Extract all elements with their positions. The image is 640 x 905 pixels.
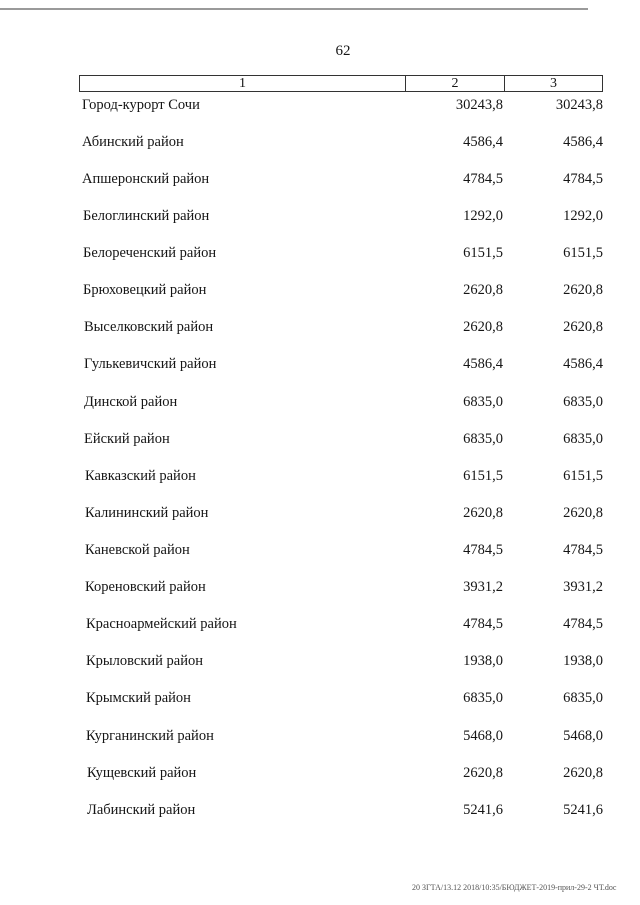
row-value-col3: 2620,8 xyxy=(563,505,603,521)
table-row xyxy=(0,429,640,449)
scan-edge-line xyxy=(0,8,588,10)
row-value-col3: 6835,0 xyxy=(563,431,603,447)
table-row xyxy=(0,763,640,783)
table-header xyxy=(79,75,603,92)
row-value-col2: 4784,5 xyxy=(463,171,503,187)
table-row xyxy=(0,354,640,374)
row-value-col2: 6835,0 xyxy=(463,431,503,447)
row-value-col3: 3931,2 xyxy=(563,579,603,595)
table-row xyxy=(0,243,640,263)
row-value-col2: 3931,2 xyxy=(463,579,503,595)
header-col-1: 1 xyxy=(80,76,406,91)
row-value-col2: 6835,0 xyxy=(463,394,503,410)
table-row xyxy=(0,577,640,597)
row-value-col3: 4784,5 xyxy=(563,542,603,558)
row-value-col3: 5468,0 xyxy=(563,728,603,744)
row-name: Динской район xyxy=(84,394,178,410)
row-value-col3: 6151,5 xyxy=(563,245,603,261)
row-value-col2: 2620,8 xyxy=(463,319,503,335)
row-value-col3: 2620,8 xyxy=(563,319,603,335)
table-row xyxy=(0,540,640,560)
row-name: Апшеронский район xyxy=(82,171,210,187)
table-row xyxy=(0,688,640,708)
table-row xyxy=(0,95,640,115)
row-name: Красноармейский район xyxy=(86,616,237,632)
row-name: Крыловский район xyxy=(86,653,203,669)
header-col-2: 2 xyxy=(406,76,505,91)
table-row xyxy=(0,280,640,300)
row-name: Город-курорт Сочи xyxy=(82,97,200,113)
row-name: Кореновский район xyxy=(85,579,206,595)
row-name: Кущевский район xyxy=(87,765,197,781)
row-value-col2: 4586,4 xyxy=(463,356,503,372)
row-name: Крымский район xyxy=(86,690,191,706)
row-value-col3: 6835,0 xyxy=(563,394,603,410)
row-value-col2: 4586,4 xyxy=(463,134,503,150)
row-value-col3: 5241,6 xyxy=(563,802,603,818)
row-value-col3: 2620,8 xyxy=(563,282,603,298)
table-row xyxy=(0,651,640,671)
row-value-col3: 1292,0 xyxy=(563,208,603,224)
row-value-col3: 1938,0 xyxy=(563,653,603,669)
row-value-col2: 6151,5 xyxy=(463,245,503,261)
row-value-col3: 30243,8 xyxy=(555,97,603,113)
table-row xyxy=(0,614,640,634)
row-name: Белореченский район xyxy=(83,245,217,261)
table-row xyxy=(0,726,640,746)
row-name: Курганинский район xyxy=(86,728,214,744)
row-value-col2: 1292,0 xyxy=(463,208,503,224)
row-value-col2: 2620,8 xyxy=(463,282,503,298)
table-row xyxy=(0,503,640,523)
row-value-col2: 1938,0 xyxy=(463,653,503,669)
row-value-col2: 4784,5 xyxy=(463,542,503,558)
footer-file-stamp: 20 ЗГТА/13.12 2018/10:35/БЮДЖЕТ-2019-прил-29-2 ЧТ.doc xyxy=(412,883,617,892)
row-value-col2: 5468,0 xyxy=(463,728,503,744)
page-number: 62 xyxy=(335,43,351,59)
row-value-col3: 6151,5 xyxy=(563,468,603,484)
row-value-col3: 2620,8 xyxy=(563,765,603,781)
row-value-col2: 30243,8 xyxy=(455,97,503,113)
row-name: Абинский район xyxy=(82,134,184,150)
row-name: Выселковский район xyxy=(84,319,214,335)
header-col-3: 3 xyxy=(550,76,557,91)
row-value-col3: 4784,5 xyxy=(563,171,603,187)
row-value-col2: 2620,8 xyxy=(463,505,503,521)
row-name: Кавказский район xyxy=(85,468,196,484)
row-value-col2: 4784,5 xyxy=(463,616,503,632)
table-row xyxy=(0,800,640,820)
row-name: Гулькевичский район xyxy=(84,356,217,372)
row-name: Белоглинский район xyxy=(83,208,210,224)
row-name: Ейский район xyxy=(84,431,170,447)
row-name: Каневской район xyxy=(85,542,190,558)
table-row xyxy=(0,132,640,152)
row-value-col2: 6151,5 xyxy=(463,468,503,484)
row-value-col3: 4784,5 xyxy=(563,616,603,632)
table-row xyxy=(0,392,640,412)
table-row xyxy=(0,466,640,486)
row-name: Лабинский район xyxy=(87,802,196,818)
row-value-col3: 4586,4 xyxy=(563,356,603,372)
table-row xyxy=(0,317,640,337)
row-name: Брюховецкий район xyxy=(83,282,207,298)
row-name: Калининский район xyxy=(85,505,209,521)
table-row xyxy=(0,169,640,189)
row-value-col2: 6835,0 xyxy=(463,690,503,706)
row-value-col2: 5241,6 xyxy=(463,802,503,818)
table-row xyxy=(0,206,640,226)
row-value-col2: 2620,8 xyxy=(463,765,503,781)
row-value-col3: 6835,0 xyxy=(563,690,603,706)
row-value-col3: 4586,4 xyxy=(563,134,603,150)
